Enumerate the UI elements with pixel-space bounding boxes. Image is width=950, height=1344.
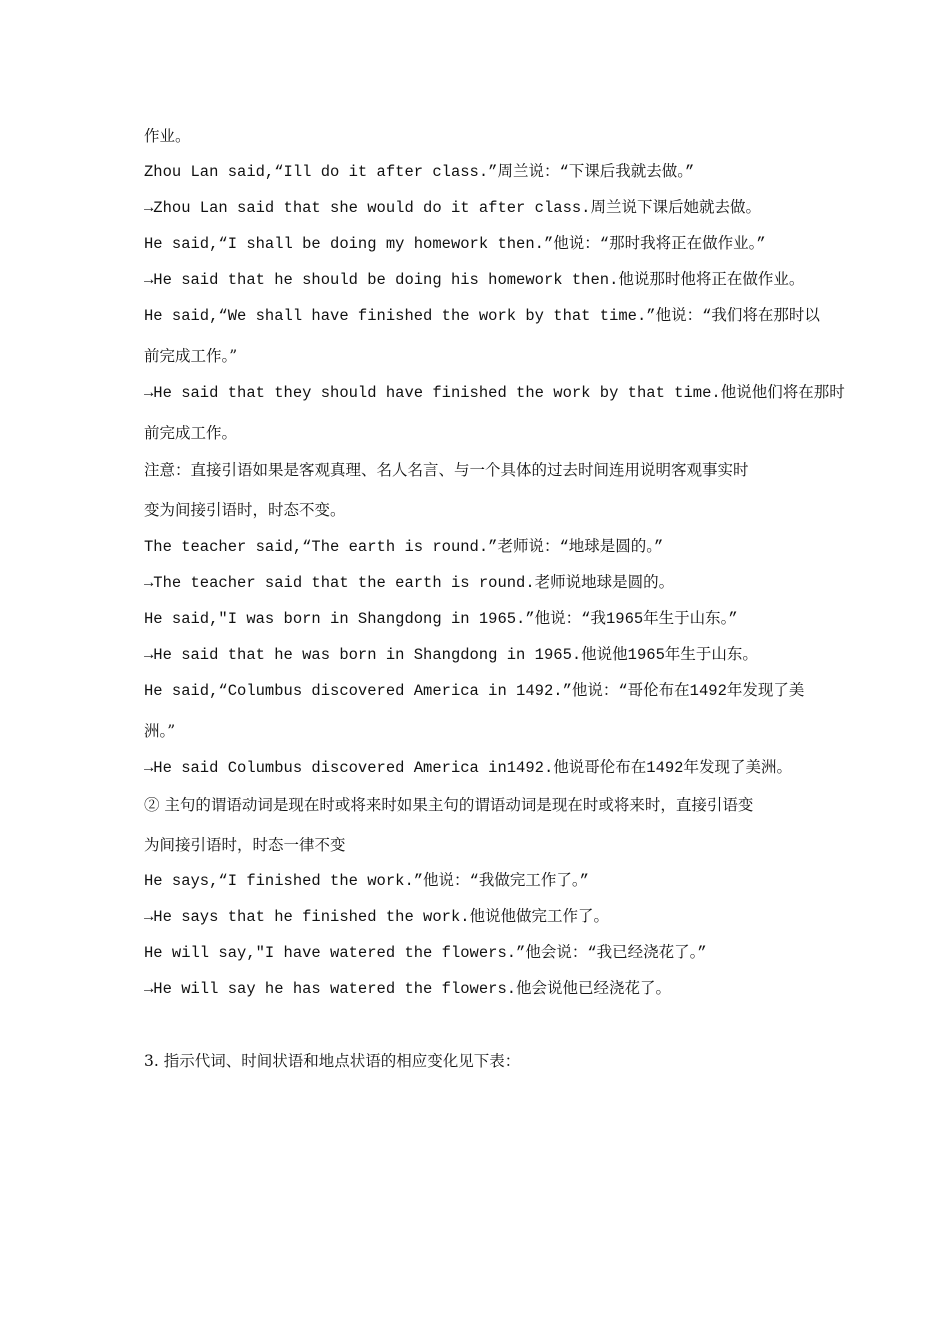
text-line: 作业。: [144, 127, 191, 145]
text-line: He said,“Columbus discovered America in 1492.”他说：“哥伦布在1492年发现了美: [144, 682, 805, 700]
text-line: Zhou Lan said,“Ill do it after class.”周兰说：“下课后我就去做。”: [144, 163, 695, 181]
text-line: →Zhou Lan said that she would do it after class.周兰说下课后她就去做。: [144, 199, 761, 217]
text-line: He says,“I finished the work.”他说：“我做完工作了。”: [144, 872, 589, 890]
rule-line: ② 主句的谓语动词是现在时或将来时如果主句的谓语动词是现在时或将来时，直接引语变: [144, 796, 754, 814]
text-line: →He said Columbus discovered America in1492.他说哥伦布在1492年发现了美洲。: [144, 759, 792, 777]
text-line: →The teacher said that the earth is round.老师说地球是圆的。: [144, 574, 675, 592]
section-heading: 3. 指示代词、时间状语和地点状语的相应变化见下表：: [144, 1052, 521, 1070]
text-line: 洲。”: [144, 722, 176, 740]
text-line: →He says that he finished the work.他说他做完工作了。: [144, 908, 610, 926]
text-line: He said,“We shall have finished the work by that time.”他说：“我们将在那时以: [144, 307, 820, 325]
note-line: 注意：直接引语如果是客观真理、名人名言、与一个具体的过去时间连用说明客观事实时: [144, 461, 749, 479]
text-line: 变为间接引语时，时态不变。: [144, 501, 346, 519]
text-line: He will say,″I have watered the flowers.”他会说：“我已经浇花了。”: [144, 944, 707, 962]
text-line: →He said that he was born in Shangdong in 1965.他说他1965年生于山东。: [144, 646, 758, 664]
text-line: He said,″I was born in Shangdong in 1965.”他说：“我1965年生于山东。”: [144, 610, 738, 628]
text-line: 前完成工作。”: [144, 347, 238, 365]
text-line: →He said that they should have finished the work by that time.他说他们将在那时: [144, 384, 845, 402]
text-line: 为间接引语时，时态一律不变: [144, 836, 346, 854]
text-line: →He said that he should be doing his homework then.他说那时他将正在做作业。: [144, 271, 805, 289]
text-line: →He will say he has watered the flowers.他会说他已经浇花了。: [144, 980, 672, 998]
text-line: 前完成工作。: [144, 424, 238, 442]
text-line: The teacher said,“The earth is round.”老师说：“地球是圆的。”: [144, 538, 664, 556]
text-line: He said,“I shall be doing my homework then.”他说：“那时我将正在做作业。”: [144, 235, 766, 253]
